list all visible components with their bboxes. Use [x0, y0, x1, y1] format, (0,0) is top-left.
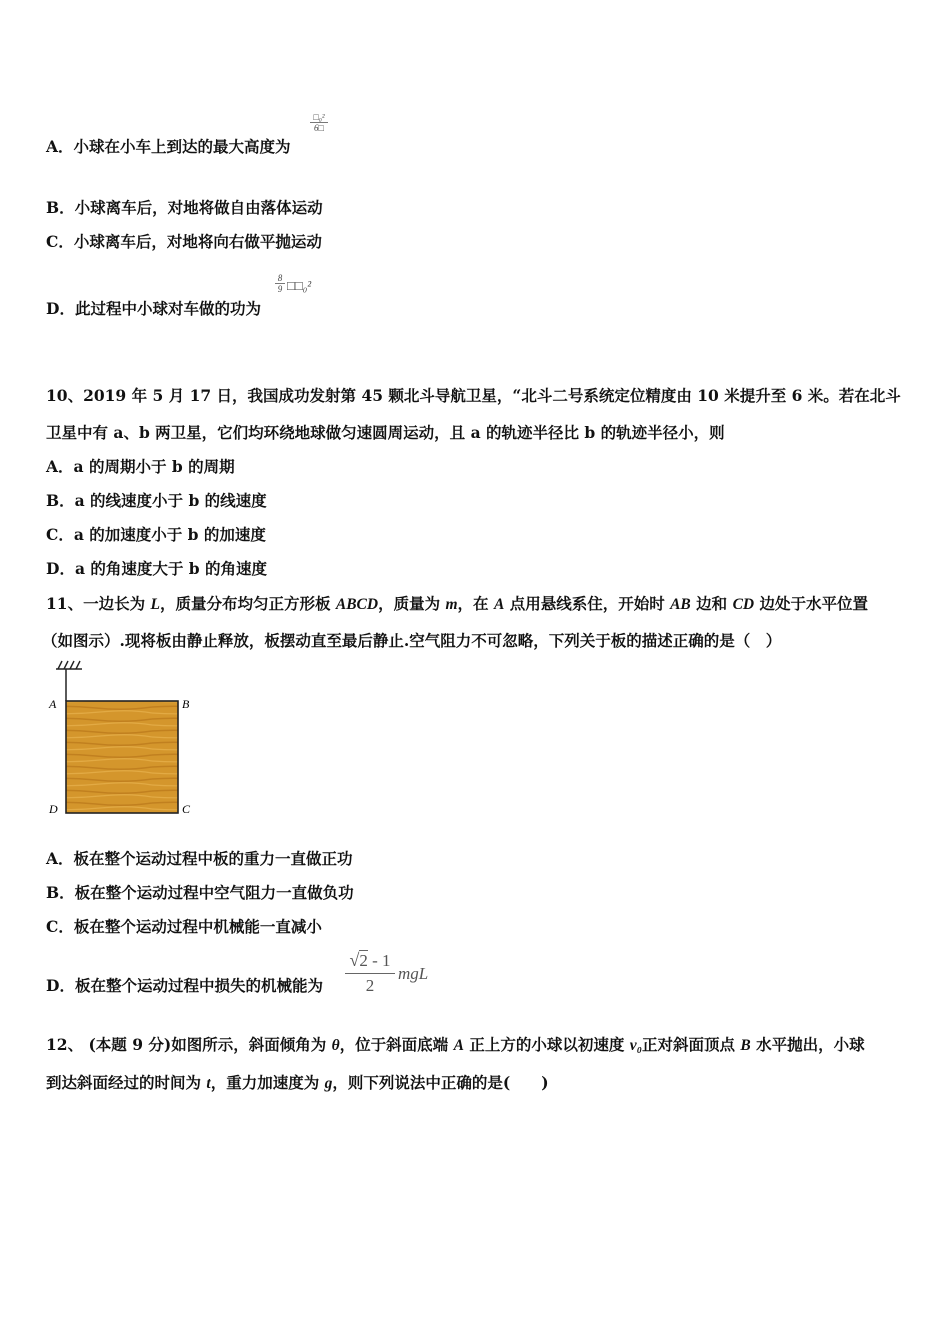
q11-option-b: B．板在整个运动过程中空气阻力一直做负功 [46, 883, 354, 902]
q11-d-numerator-tail: - 1 [367, 951, 391, 970]
q10-option-b: B．a 的线速度小于 b 的线速度 [46, 491, 267, 510]
q10-stem-line2: 卫星中有 a、b 两卫星，它们均环绕地球做匀速圆周运动，且 a 的轨迹半径比 b 的轨迹半径小，则 [46, 423, 725, 442]
q9-a-formula-den: 6□ [314, 123, 324, 133]
q11-d-radicand: 2 [359, 951, 368, 970]
square-board [66, 701, 178, 813]
q9-a-formula [310, 112, 328, 134]
q11-stem-line1: 11、一边长为 L，质量分布均匀正方形板 ABCD，质量为 m，在 A 点用悬线系住，开始时 AB 边和 CD 边处于水平位置 [46, 594, 869, 613]
q10-stem-line1: 10、2019 年 5 月 17 日，我国成功发射第 45 颗北斗导航卫星，“北斗二号系统定位精度由 10 米提升至 6 米。若在北斗 [46, 386, 901, 405]
q12-stem-line1: 12、 (本题 9 分)如图所示，斜面倾角为 θ，位于斜面底端 A 正上方的小球以初速度 v₀正对斜面顶点 B 水平抛出，小球 [46, 1035, 865, 1054]
q10-option-a: A．a 的周期小于 b 的周期 [46, 457, 235, 476]
corner-label-c: C [182, 802, 191, 816]
q11-figure [40, 656, 200, 820]
q11-stem-line2: （如图示）.现将板由静止释放，板摆动直至最后静止.空气阻力不可忽略，下列关于板的描述正确的是（ ） [42, 631, 782, 650]
q11-d-fraction-numerator: √2 - 1 [345, 948, 395, 974]
q9-option-a: A．小球在小车上到达的最大高度为 [46, 137, 291, 156]
q9-d-formula-den: 9 [277, 284, 283, 294]
q9-d-formula [275, 273, 285, 295]
q11-d-fraction-denominator: 2 [365, 976, 375, 995]
q11-option-c: C．板在整个运动过程中机械能一直减小 [46, 917, 322, 936]
corner-label-b: B [182, 697, 190, 711]
q10-option-c: C．a 的加速度小于 b 的加速度 [46, 525, 266, 544]
corner-label-a: A [49, 697, 57, 711]
q9-option-b: B．小球离车后，对地将做自由落体运动 [46, 198, 323, 217]
q11-option-d: D．板在整个运动过程中损失的机械能为 [46, 976, 323, 995]
q11-option-a: A．板在整个运动过程中板的重力一直做正功 [46, 849, 353, 868]
q12-stem-line2: 到达斜面经过的时间为 t，重力加速度为 g，则下列说法中正确的是( ) [46, 1073, 549, 1092]
corner-label-d: D [49, 802, 58, 816]
ceiling-hatch [56, 661, 82, 669]
q9-d-formula-tail: □□₀² [287, 278, 312, 293]
q9-a-formula-num: □₀² [310, 112, 328, 123]
q11-d-mgl: mgL [398, 964, 429, 983]
q10-option-d: D．a 的角速度大于 b 的角速度 [46, 559, 268, 578]
q11-d-fraction [345, 948, 395, 998]
q9-d-formula-num: 8 [275, 273, 285, 284]
q9-option-c: C．小球离车后，对地将向右做平抛运动 [46, 232, 322, 251]
q9-option-d: D．此过程中小球对车做的功为 [46, 299, 261, 318]
